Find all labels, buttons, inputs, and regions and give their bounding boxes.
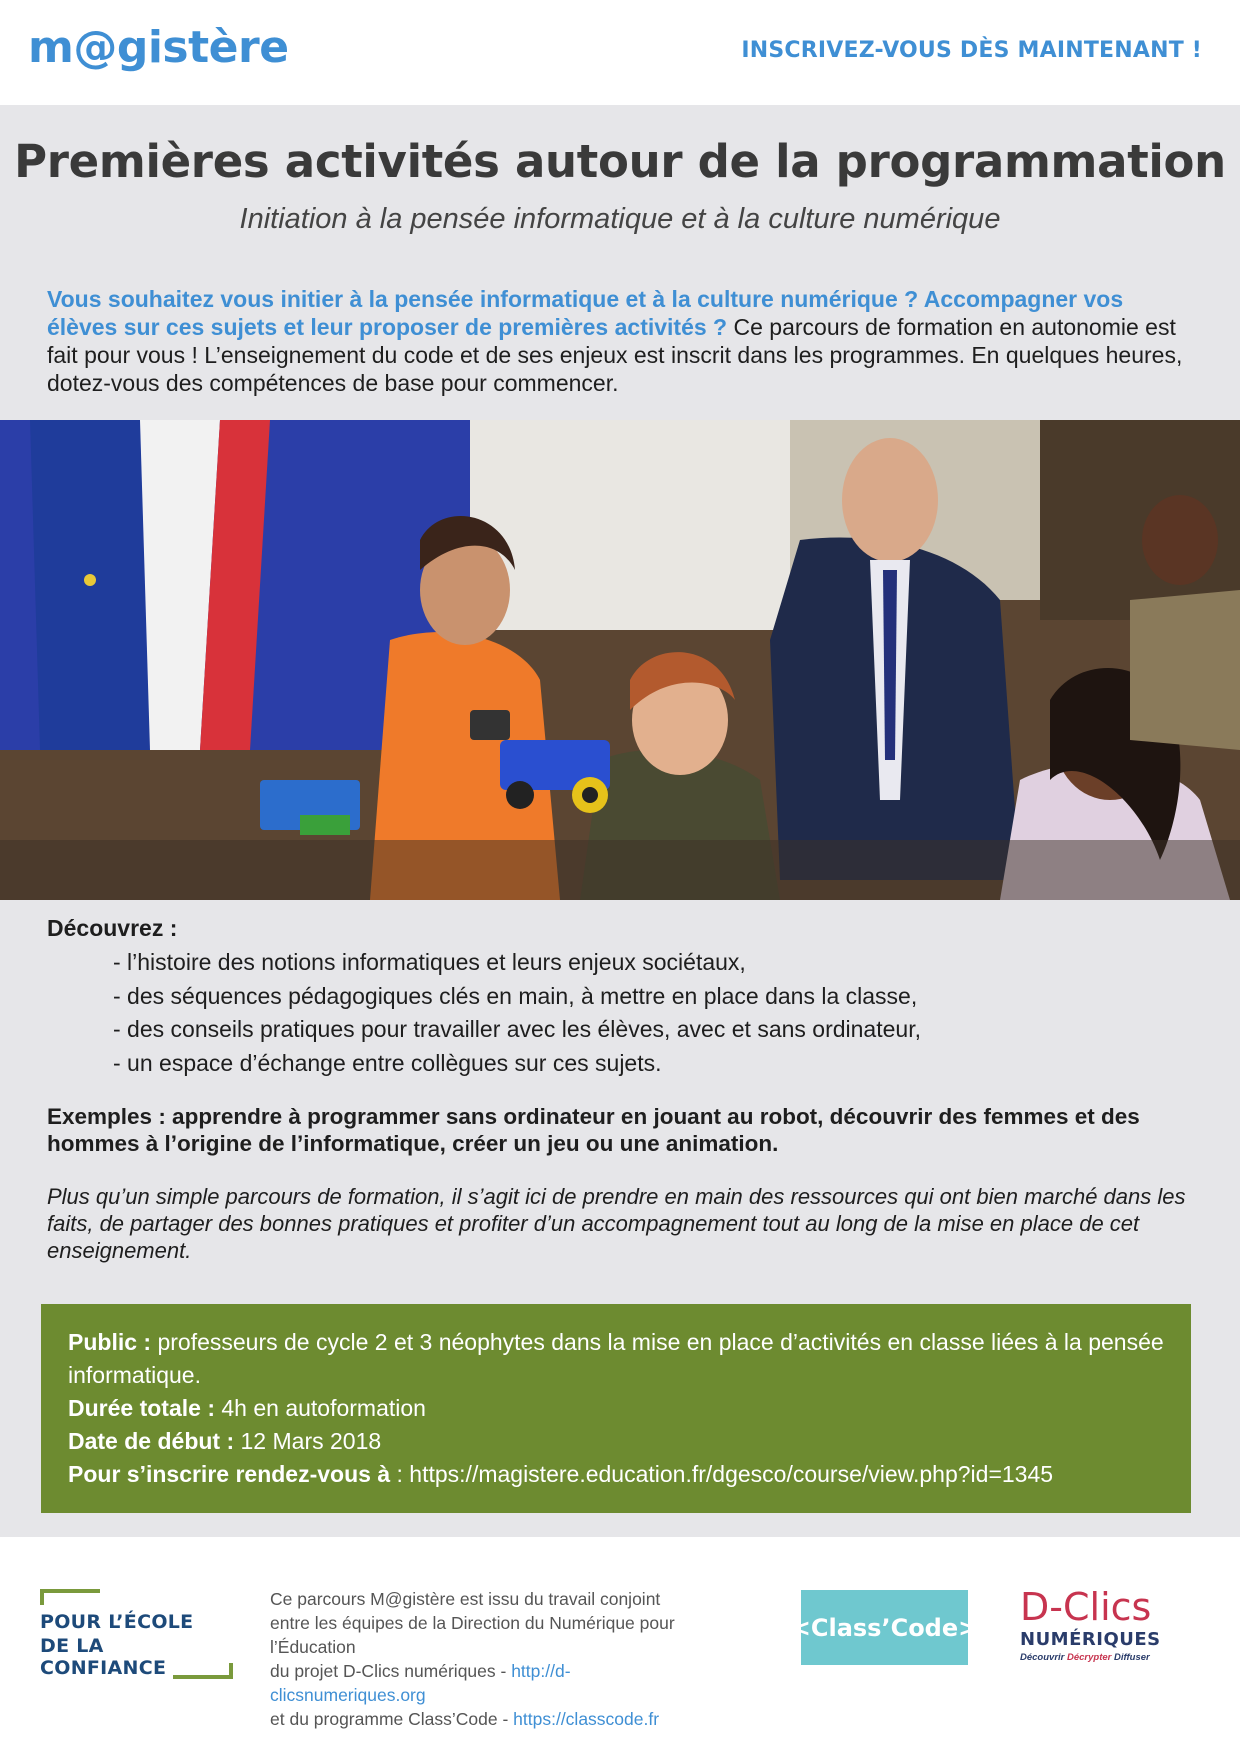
- register-link[interactable]: : https://magistere.education.fr/dgesco/course/view.php?id=1345: [390, 1461, 1054, 1487]
- ecole-line-1: POUR L’ÉCOLE: [40, 1611, 194, 1633]
- credits-text: [270, 1587, 720, 1731]
- dclics-title: D-Clics: [1020, 1585, 1152, 1629]
- dclics-subtitle: NUMÉRIQUES: [1020, 1629, 1161, 1650]
- intro-body: Ce parcours de formation en autonomie est fait pour vous ! L’enseignement du code et de ses enjeux est inscrit dans les programmes. En quelques heures, dotez-vous des compétences de base pour commencer.: [47, 314, 1183, 396]
- list-item: - un espace d’échange entre collègues sur ces sujets.: [113, 1049, 662, 1076]
- duration-value: 4h en autoformation: [214, 1395, 426, 1421]
- page-title: Premières activités autour de la programmation: [14, 135, 1226, 188]
- tagline-word: Diffuser: [1111, 1652, 1150, 1663]
- public-label: Public :: [68, 1329, 152, 1355]
- footer: [0, 1537, 1240, 1753]
- classroom-photo: [0, 420, 1240, 900]
- credits-line: Ce parcours M@gistère est issu du travail conjoint: [270, 1589, 661, 1609]
- duration-row: [68, 1392, 1164, 1425]
- credits-line: entre les équipes de la Direction du Numérique pour l’Éducation: [270, 1613, 675, 1657]
- discover-section: [47, 915, 1197, 1080]
- intro-paragraph: [47, 285, 1197, 397]
- magistere-logo[interactable]: m@gistère: [28, 22, 289, 73]
- duration-label: Durée totale :: [68, 1395, 215, 1421]
- ecole-confiance-logo: [40, 1589, 233, 1679]
- dclics-logo[interactable]: [1020, 1587, 1180, 1677]
- note-paragraph: Plus qu’un simple parcours de formation, il s’agit ici de prendre en main des ressources qui ont bien marché dans les faits, de partager des bonnes pratiques et profiter d’un accompagnement tout au long de la mise en place de cet enseignement.: [47, 1184, 1186, 1263]
- dclics-tagline: [1020, 1652, 1180, 1663]
- course-info-box: [41, 1304, 1191, 1513]
- credits-line: [270, 1659, 720, 1707]
- register-now-link[interactable]: INSCRIVEZ-VOUS DÈS MAINTENANT !: [741, 38, 1202, 63]
- tagline-word: Découvrir: [1020, 1652, 1067, 1663]
- list-item: - des conseils pratiques pour travailler avec les élèves, avec et sans ordinateur,: [113, 1016, 921, 1042]
- classcode-link[interactable]: https://classcode.fr: [513, 1709, 660, 1729]
- credits-text-fragment: et du programme Class’Code -: [270, 1709, 514, 1729]
- header: [0, 0, 1240, 105]
- start-date-label: Date de début :: [68, 1428, 235, 1454]
- dclics-link[interactable]: http://d-clicsnumeriques.org: [270, 1661, 571, 1705]
- register-row: [68, 1458, 1164, 1491]
- classcode-logo[interactable]: <Class’Code>: [801, 1590, 968, 1665]
- credits-line: [270, 1707, 720, 1731]
- logo-bracket: [173, 1675, 233, 1679]
- public-value: professeurs de cycle 2 et 3 néophytes dans la mise en place d’activités en classe liées à la pensée informatique.: [68, 1329, 1164, 1388]
- credits-text-fragment: du projet D-Clics numériques -: [270, 1661, 512, 1681]
- ecole-line-2: DE LA CONFIANCE: [40, 1635, 167, 1679]
- main-panel: [0, 105, 1240, 1537]
- tagline-word: Décrypter: [1067, 1652, 1112, 1663]
- examples-paragraph: Exemples : apprendre à programmer sans ordinateur en jouant au robot, découvrir des femmes et des hommes à l’origine de l’informatique, créer un jeu ou une animation.: [47, 1104, 1140, 1156]
- logo-bracket: [229, 1663, 233, 1679]
- register-label: Pour s’inscrire rendez-vous à: [68, 1461, 391, 1487]
- list-item: - l’histoire des notions informatiques et leurs enjeux sociétaux,: [113, 949, 746, 975]
- start-date-value: 12 Mars 2018: [234, 1428, 382, 1454]
- logo-bracket: [40, 1589, 44, 1605]
- list-item: - des séquences pédagogiques clés en main, à mettre en place dans la classe,: [113, 982, 918, 1009]
- discover-list: [47, 946, 1197, 1080]
- page-subtitle: Initiation à la pensée informatique et à la culture numérique: [239, 203, 1001, 235]
- discover-heading: Découvrez :: [47, 915, 178, 941]
- public-row: [68, 1326, 1164, 1392]
- logo-bracket: [40, 1589, 100, 1593]
- intro-highlight: Vous souhaitez vous initier à la pensée informatique et à la culture numérique ? Accompagner vos élèves sur ces sujets et leur proposer de premières activités ?: [47, 286, 1124, 340]
- start-date-row: [68, 1425, 1164, 1458]
